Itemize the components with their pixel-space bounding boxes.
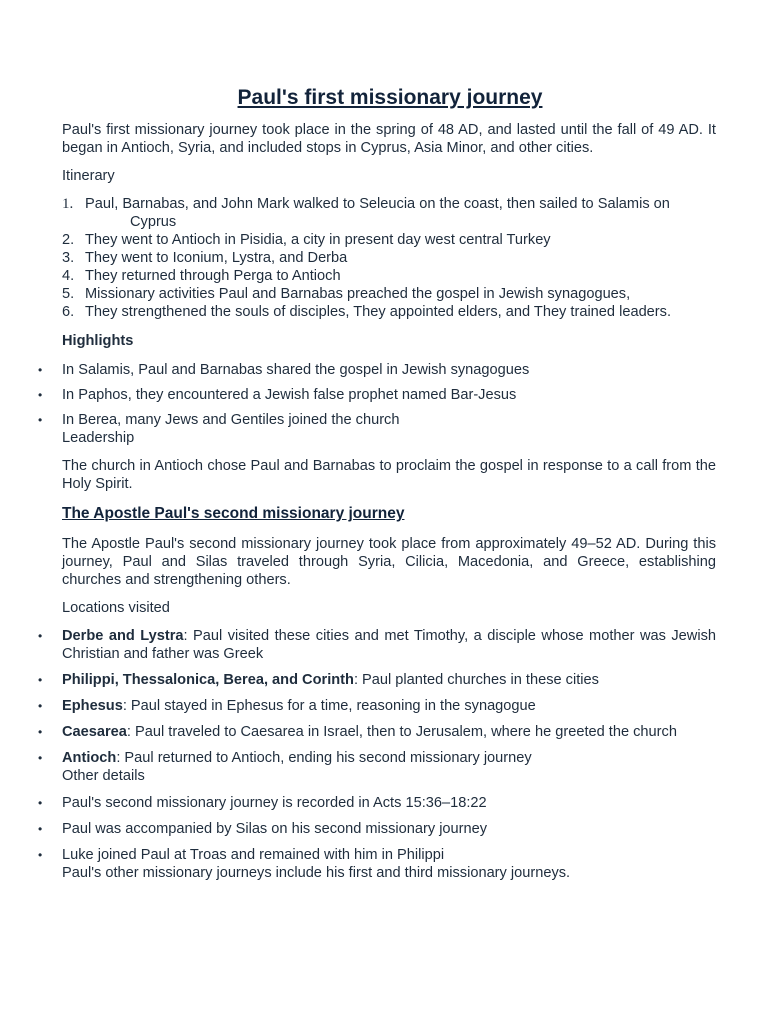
itinerary-number: 4. bbox=[62, 268, 75, 284]
other-detail-text: Luke joined Paul at Troas and remained with him in Philippi bbox=[62, 847, 445, 863]
highlights-list bbox=[38, 361, 716, 429]
highlights-label: Highlights bbox=[62, 333, 134, 349]
itinerary-number: 1. bbox=[62, 196, 74, 212]
section-title-second-journey: The Apostle Paul's second missionary journey bbox=[62, 505, 405, 522]
intro-paragraph: Paul's first missionary journey took place in the spring of 48 AD, and lasted until the fall of 49 AD. It began in Antioch, Syria, and included stops in Cyprus, Asia Minor, and other cities. bbox=[62, 122, 716, 156]
bullet-icon: • bbox=[38, 699, 43, 713]
bullet-icon: • bbox=[38, 725, 43, 739]
other-detail-item bbox=[38, 820, 716, 838]
itinerary-text: Paul, Barnabas, and John Mark walked to Seleucia on the coast, then sailed to Salamis on bbox=[85, 196, 670, 212]
location-item bbox=[38, 723, 716, 741]
itinerary-list bbox=[62, 195, 716, 321]
highlight-text: In Salamis, Paul and Barnabas shared the gospel in Jewish synagogues bbox=[62, 362, 530, 378]
other-details-list bbox=[38, 794, 716, 864]
other-detail-item bbox=[38, 846, 716, 864]
location-place: Ephesus bbox=[62, 698, 123, 714]
itinerary-item bbox=[62, 267, 716, 285]
bullet-icon: • bbox=[38, 822, 43, 836]
location-place: Derbe and Lystra bbox=[62, 628, 184, 644]
bullet-icon: • bbox=[38, 751, 43, 765]
itinerary-text: They returned through Perga to Antioch bbox=[85, 268, 341, 284]
bullet-icon: • bbox=[38, 848, 43, 862]
itinerary-continuation: Cyprus bbox=[130, 214, 177, 230]
highlight-item bbox=[38, 361, 716, 379]
location-item bbox=[38, 671, 716, 689]
locations-label: Locations visited bbox=[62, 600, 170, 616]
highlight-item bbox=[38, 386, 716, 404]
itinerary-number: 2. bbox=[62, 232, 75, 248]
location-text: : Paul stayed in Ephesus for a time, reasoning in the synagogue bbox=[122, 698, 536, 714]
highlight-text: In Berea, many Jews and Gentiles joined the church bbox=[62, 412, 400, 428]
document-page bbox=[38, 84, 716, 882]
location-text: : Paul traveled to Caesarea in Israel, then to Jerusalem, where he greeted the church bbox=[126, 724, 677, 740]
bullet-icon: • bbox=[38, 363, 43, 377]
itinerary-number: 3. bbox=[62, 250, 75, 266]
bullet-icon: • bbox=[38, 796, 43, 810]
highlight-item bbox=[38, 411, 716, 429]
bullet-icon: • bbox=[38, 388, 43, 402]
itinerary-item bbox=[62, 231, 716, 249]
location-text: : Paul returned to Antioch, ending his second missionary journey bbox=[116, 750, 532, 766]
location-item bbox=[38, 749, 716, 767]
highlight-text: In Paphos, they encountered a Jewish false prophet named Bar-Jesus bbox=[62, 387, 517, 403]
leadership-paragraph: The church in Antioch chose Paul and Barnabas to proclaim the gospel in response to a call from the Holy Spirit. bbox=[62, 458, 716, 492]
location-text: : Paul planted churches in these cities bbox=[353, 672, 599, 688]
page-title: Paul's first missionary journey bbox=[237, 86, 543, 109]
closing-line: Paul's other missionary journeys include his first and third missionary journeys. bbox=[62, 865, 571, 881]
location-text: : Paul visited these cities and met Timothy, a disciple whose mother was Jewish Christian and father was Greek bbox=[62, 628, 716, 662]
bullet-icon: • bbox=[38, 629, 43, 643]
location-item bbox=[38, 697, 716, 715]
itinerary-item bbox=[62, 303, 716, 321]
itinerary-label: Itinerary bbox=[62, 168, 115, 184]
itinerary-text: They went to Antioch in Pisidia, a city in present day west central Turkey bbox=[85, 232, 551, 248]
second-intro-paragraph: The Apostle Paul's second missionary journey took place from approximately 49–52 AD. During this journey, Paul and Silas traveled through Syria, Cilicia, Macedonia, and Greece, establishing churches and strengthening others. bbox=[62, 536, 716, 588]
location-item bbox=[38, 627, 716, 663]
bullet-icon: • bbox=[38, 673, 43, 687]
bullet-icon: • bbox=[38, 413, 43, 427]
itinerary-text: Missionary activities Paul and Barnabas preached the gospel in Jewish synagogues, bbox=[85, 286, 631, 302]
location-place: Antioch bbox=[62, 750, 117, 766]
itinerary-item bbox=[62, 285, 716, 303]
itinerary-text: They strengthened the souls of disciples, They appointed elders, and They trained leaders. bbox=[85, 304, 672, 320]
other-details-label: Other details bbox=[62, 768, 145, 784]
other-detail-text: Paul's second missionary journey is recorded in Acts 15:36–18:22 bbox=[62, 795, 487, 811]
other-detail-text: Paul was accompanied by Silas on his second missionary journey bbox=[62, 821, 488, 837]
other-detail-item bbox=[38, 794, 716, 812]
itinerary-number: 5. bbox=[62, 286, 75, 302]
leadership-label: Leadership bbox=[62, 430, 135, 446]
location-place: Caesarea bbox=[62, 724, 127, 740]
itinerary-item bbox=[62, 195, 716, 231]
locations-list bbox=[38, 627, 716, 767]
itinerary-text: They went to Iconium, Lystra, and Derba bbox=[85, 250, 348, 266]
itinerary-number: 6. bbox=[62, 304, 75, 320]
itinerary-item bbox=[62, 249, 716, 267]
location-place: Philippi, Thessalonica, Berea, and Corinth bbox=[62, 672, 354, 688]
